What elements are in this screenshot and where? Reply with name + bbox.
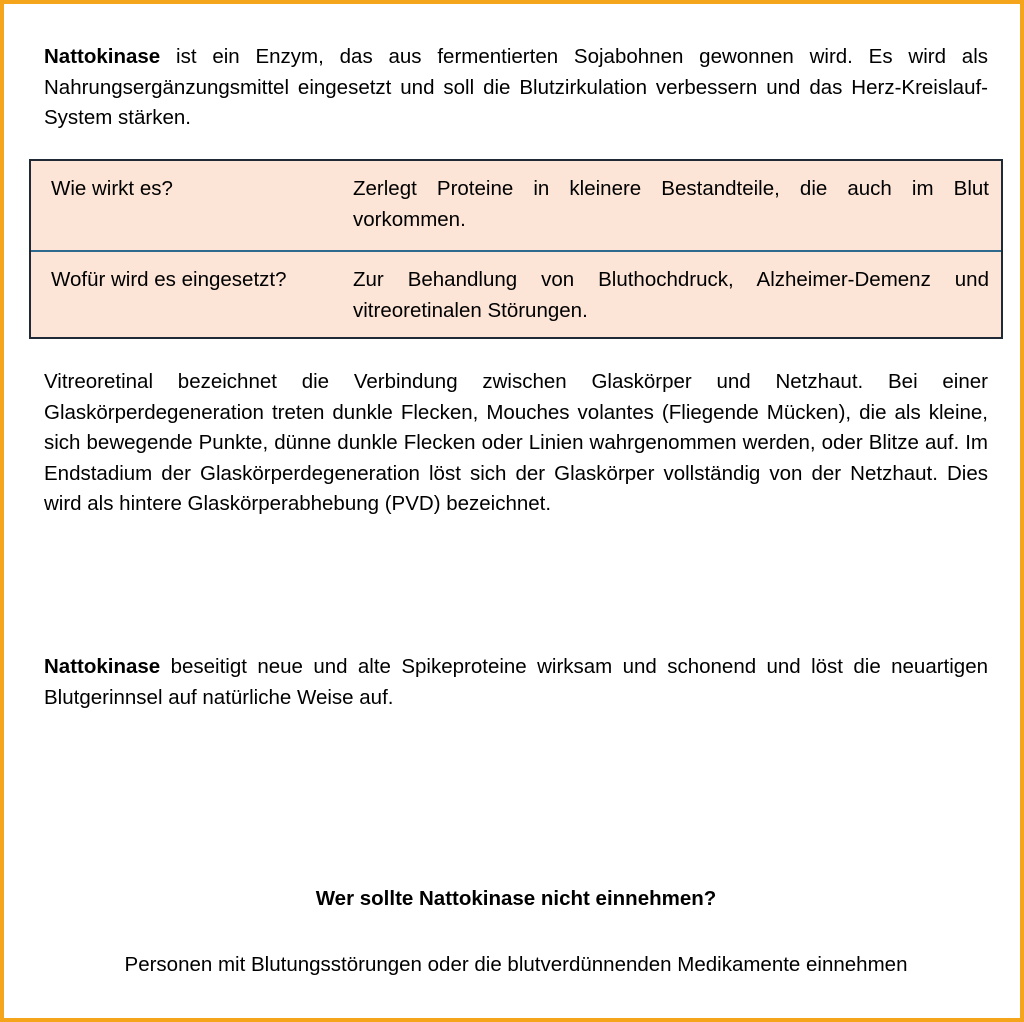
intro-term: Nattokinase: [44, 45, 161, 68]
table-row-usage: [31, 252, 1001, 337]
spike-text: beseitigt neue und alte Spikeproteine wirksam und schonend und löst die neuartigen Blutgerinnsel auf natürliche Weise auf.: [44, 655, 988, 709]
table-question: Wofür wird es eingesetzt?: [51, 268, 287, 291]
info-table: [29, 159, 1003, 339]
table-answer: Zur Behandlung von Bluthochdruck, Alzheimer-Demenz und vitreoretinalen Störungen.: [353, 268, 989, 322]
vitreoretinal-paragraph: Vitreoretinal bezeichnet die Verbindung zwischen Glaskörper und Netzhaut. Bei einer Glaskörperdegeneration treten dunkle Flecken, Mouches volantes (Fliegende Mücken), die als kleine, sich bewegende Punkte, dünne dunkle Flecken oder Linien wahrgenommen werden, oder Blitze auf. Im Endstadium der Glaskörperdegeneration löst sich der Glaskörper vollständig von der Netzhaut. Dies wird als hintere Glaskörperabhebung (PVD) bezeichnet.: [44, 370, 988, 515]
table-answer: Zerlegt Proteine in kleinere Bestandteile, die auch im Blut vorkommen.: [353, 177, 989, 231]
spike-term: Nattokinase: [44, 655, 161, 678]
contraindication-heading: Wer sollte Nattokinase nicht einnehmen?: [315, 887, 717, 910]
intro-text: ist ein Enzym, das aus fermentierten Sojabohnen gewonnen wird. Es wird als Nahrungsergänzungsmittel eingesetzt und soll die Blutzirkulation verbessern und das Herz-Kreislauf-System stärken.: [44, 45, 988, 129]
table-question: Wie wirkt es?: [51, 177, 173, 200]
intro-paragraph: [44, 42, 988, 134]
spike-paragraph: [44, 652, 988, 713]
contraindication-text: Personen mit Blutungsstörungen oder die blutverdünnenden Medikamente einnehmen: [124, 953, 908, 976]
table-row-mechanism: [31, 161, 1001, 252]
